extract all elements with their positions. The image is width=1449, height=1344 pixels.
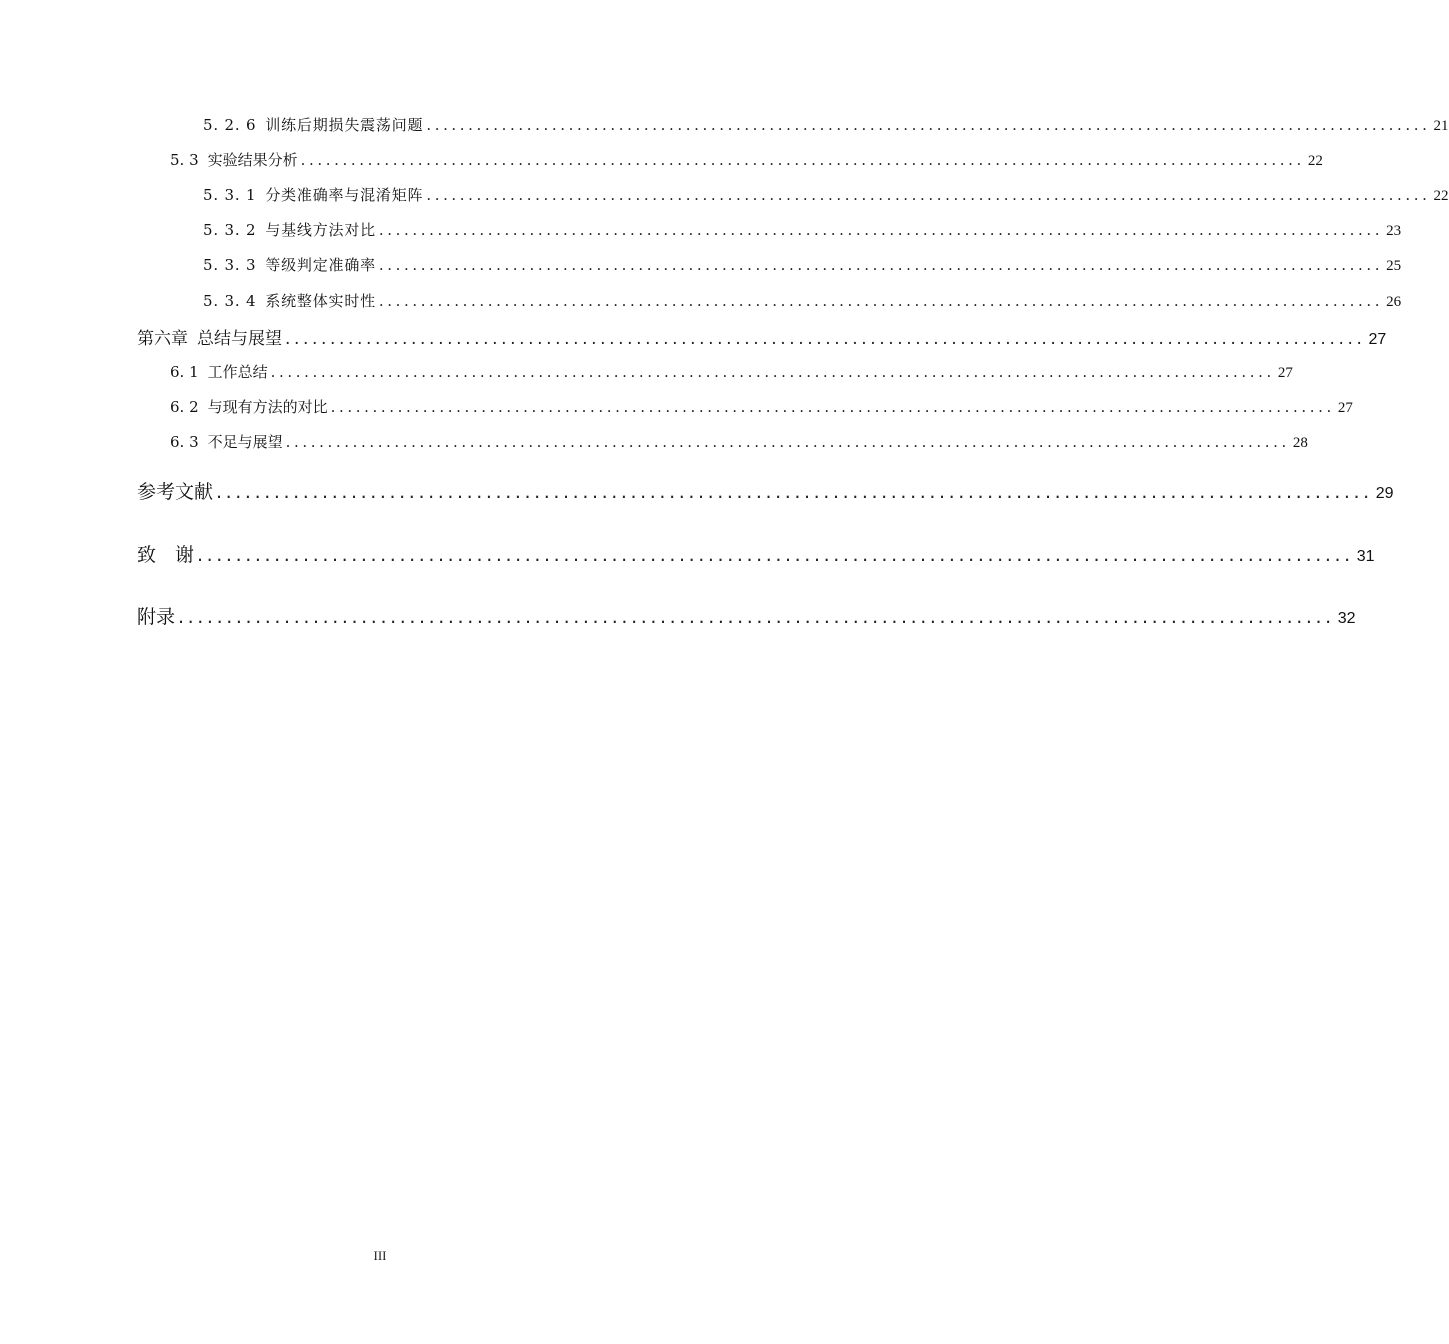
toc-entry[interactable]	[0, 254, 1402, 282]
toc-page-number: 29	[1375, 485, 1394, 502]
dot-leader: ........................................................................................................................	[300, 151, 1305, 169]
toc-references-entry[interactable]	[0, 477, 1394, 509]
dot-leader: ........................................................................................................................	[285, 329, 1366, 349]
dot-leader: ........................................................................................................................	[426, 186, 1431, 204]
toc-entry-title: 第六章 总结与展望	[137, 329, 282, 349]
toc-page-number: 26	[1386, 294, 1402, 310]
toc-page-number: 23	[1386, 223, 1402, 239]
toc-entry-title: 6. 1 工作总结	[170, 363, 268, 381]
dot-leader: ........................................................................................................................	[178, 606, 1335, 628]
toc-entry-title: 5. 3. 2 与基线方法对比	[203, 221, 376, 239]
dot-leader: ........................................................................................................................	[330, 398, 1335, 416]
toc-entry[interactable]	[0, 361, 1293, 389]
toc-acknowledgements-entry[interactable]	[0, 540, 1375, 572]
toc-entry[interactable]	[0, 219, 1402, 247]
toc-entry[interactable]	[0, 431, 1308, 459]
dot-leader: ........................................................................................................................	[270, 363, 1275, 381]
toc-page-number: 31	[1356, 548, 1375, 565]
toc-entry[interactable]	[0, 396, 1353, 424]
dot-leader: ........................................................................................................................	[197, 544, 1354, 566]
toc-entry-title: 6. 3 不足与展望	[170, 433, 283, 451]
toc-page-number: 27	[1277, 365, 1293, 381]
toc-page-number: 25	[1386, 258, 1402, 274]
toc-entry-title: 5. 3. 4 系统整体实时性	[203, 292, 376, 310]
dot-leader: ........................................................................................................................	[285, 433, 1290, 451]
toc-chapter-entry[interactable]	[0, 324, 1387, 352]
toc-entry-title: 5. 2. 6 训练后期损失震荡问题	[203, 116, 424, 134]
toc-appendix-entry[interactable]	[0, 602, 1356, 634]
toc-page-number: 22	[1307, 153, 1323, 169]
toc-entry[interactable]	[0, 290, 1402, 318]
toc-page-number: 28	[1292, 435, 1308, 451]
toc-page-number: 27	[1368, 331, 1387, 348]
toc-entry[interactable]	[0, 184, 1449, 212]
dot-leader: ........................................................................................................................	[378, 256, 1384, 274]
toc-entry-title: 附录	[137, 606, 176, 628]
toc-entry-title: 5. 3 实验结果分析	[170, 151, 298, 169]
toc-entry-title: 5. 3. 1 分类准确率与混淆矩阵	[203, 186, 424, 204]
dot-leader: ........................................................................................................................	[426, 116, 1431, 134]
toc-entry[interactable]	[0, 149, 1323, 177]
toc-entry[interactable]	[0, 114, 1449, 142]
toc-entry-title: 6. 2 与现有方法的对比	[170, 398, 328, 416]
toc-page-number: 27	[1337, 400, 1353, 416]
toc-page-number: 21	[1433, 118, 1449, 134]
dot-leader: ........................................................................................................................	[378, 292, 1384, 310]
dot-leader: ........................................................................................................................	[216, 481, 1373, 503]
toc-page-number: 32	[1337, 610, 1356, 627]
dot-leader: ........................................................................................................................	[378, 221, 1384, 239]
toc-entry-title: 参考文献	[137, 481, 214, 503]
toc-entry-title: 致 谢	[137, 544, 195, 566]
page-footer-number: III	[373, 1248, 387, 1263]
toc-page-number: 22	[1433, 188, 1449, 204]
toc-entry-title: 5. 3. 3 等级判定准确率	[203, 256, 376, 274]
